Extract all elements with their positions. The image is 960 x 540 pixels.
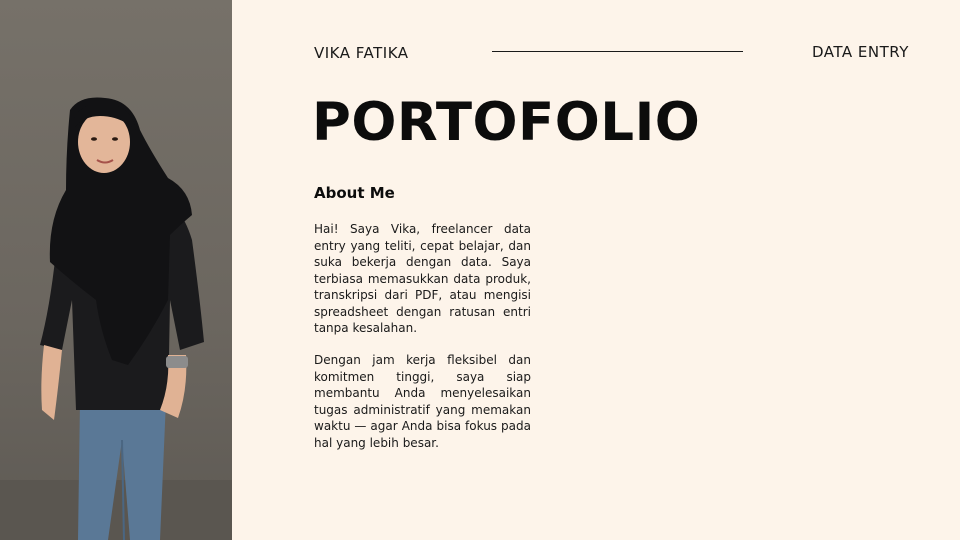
portfolio-category: DATA ENTRY <box>812 43 909 61</box>
page-title: PORTOFOLIO <box>312 92 701 153</box>
about-paragraph-2: Dengan jam kerja fleksibel dan komitmen tinggi, saya siap membantu Anda menyelesaikan tugas administratif yang memakan waktu — agar Anda bisa fokus pada hal yang lebih besar. <box>314 353 531 450</box>
portrait-illustration <box>0 0 232 540</box>
profile-photo <box>0 0 232 540</box>
about-paragraph-1: Hai! Saya Vika, freelancer data entry yang teliti, cepat belajar, dan suka bekerja dengan data. Saya terbiasa memasukkan data produk, transkripsi dari PDF, atau mengisi spreadsheet dengan ratusan entri tanpa kesalahan. <box>314 222 531 335</box>
owner-name: VIKA FATIKA <box>314 44 409 62</box>
about-heading: About Me <box>314 184 395 202</box>
header-divider <box>492 51 743 52</box>
